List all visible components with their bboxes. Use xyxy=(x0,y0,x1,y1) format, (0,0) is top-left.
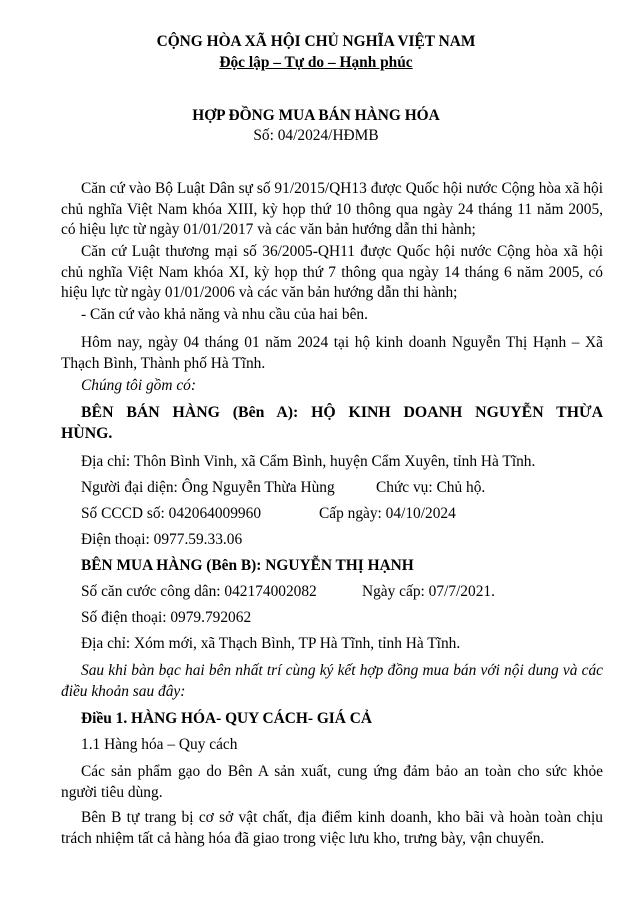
party-b-phone: Số điện thoại: 0979.792062 xyxy=(81,609,252,626)
article-1-subheading: 1.1 Hàng hóa – Quy cách xyxy=(81,736,238,753)
agreement-statement: Sau khi bàn bạc hai bên nhất trí cùng ký kết hợp đồng mua bán với nội dung và các điều khoản sau đây: xyxy=(61,662,603,700)
party-a-issue-date: Cấp ngày: 04/10/2024 xyxy=(319,505,456,522)
party-b-address: Địa chỉ: Xóm mới, xã Thạch Bình, TP Hà Tĩnh, tỉnh Hà Tĩnh. xyxy=(81,635,461,652)
basis-capacity: - Căn cứ vào khả năng và nhu cầu của hai bên. xyxy=(81,306,368,323)
party-a-position: Chức vụ: Chủ hộ. xyxy=(376,479,486,496)
party-a-representative: Người đại diện: Ông Nguyễn Thừa Hùng xyxy=(81,479,335,496)
contract-number: Số: 04/2024/HĐMB xyxy=(253,127,379,144)
contract-date-place: Hôm nay, ngày 04 tháng 01 năm 2024 tại hộ kinh doanh Nguyễn Thị Hạnh – Xã Thạch Bình, Thành phố Hà Tĩnh. xyxy=(61,334,603,372)
national-motto xyxy=(0,54,632,72)
article-1-paragraph-2: Bên B tự trang bị cơ sở vật chất, địa điểm kinh doanh, kho bãi và hoàn toàn chịu trách nhiệm tất cả hàng hóa đã giao trong việc lưu kho, trưng bày, vận chuyển. xyxy=(61,809,603,847)
basis-civil-code: Căn cứ vào Bộ Luật Dân sự số 91/2015/QH13 được Quốc hội nước Cộng hòa xã hội chủ nghĩa Việt Nam khóa XIII, kỳ họp thứ 10 thông qua ngày 24 tháng 11 năm 2005, có hiệu lực từ ngày 01/01/2017 và các văn bản hướng dẫn thi hành; xyxy=(61,180,603,238)
article-1-heading: Điều 1. HÀNG HÓA- QUY CÁCH- GIÁ CẢ xyxy=(81,710,372,727)
national-title: CỘNG HÒA XÃ HỘI CHỦ NGHĨA VIỆT NAM xyxy=(156,33,476,50)
party-a-phone: Điện thoại: 0977.59.33.06 xyxy=(81,531,243,548)
party-a-heading: BÊN BÁN HÀNG (Bên A): HỘ KINH DOANH NGUYỄN THỪA HÙNG. xyxy=(61,404,603,442)
party-b-id-number: Số căn cước công dân: 042174002082 xyxy=(81,583,317,600)
basis-commercial-law: Căn cứ Luật thương mại số 36/2005-QH11 được Quốc hội nước Cộng hòa xã hội chủ nghĩa Việt Nam khóa XI, kỳ họp thứ 7 thông qua ngày 14 tháng 6 năm 2005, có hiệu lực từ ngày 01/01/2006 và các văn bản hướng dẫn thi hành; xyxy=(61,243,603,301)
party-b-issue-date: Ngày cấp: 07/7/2021. xyxy=(362,583,495,600)
party-a-id-number: Số CCCD số: 042064009960 xyxy=(81,505,262,522)
party-a-address: Địa chỉ: Thôn Bình Vinh, xã Cẩm Bình, huyện Cẩm Xuyên, tỉnh Hà Tĩnh. xyxy=(81,453,536,470)
national-motto-text: Độc lập – Tự do – Hạnh phúc xyxy=(219,54,413,71)
contract-title: HỢP ĐỒNG MUA BÁN HÀNG HÓA xyxy=(192,107,440,124)
parties-intro: Chúng tôi gồm có: xyxy=(81,377,196,394)
party-b-heading: BÊN MUA HÀNG (Bên B): NGUYỄN THỊ HẠNH xyxy=(81,557,414,574)
article-1-paragraph-1: Các sản phẩm gạo do Bên A sản xuất, cung ứng đảm bảo an toàn cho sức khỏe người tiêu dùng. xyxy=(61,763,603,801)
